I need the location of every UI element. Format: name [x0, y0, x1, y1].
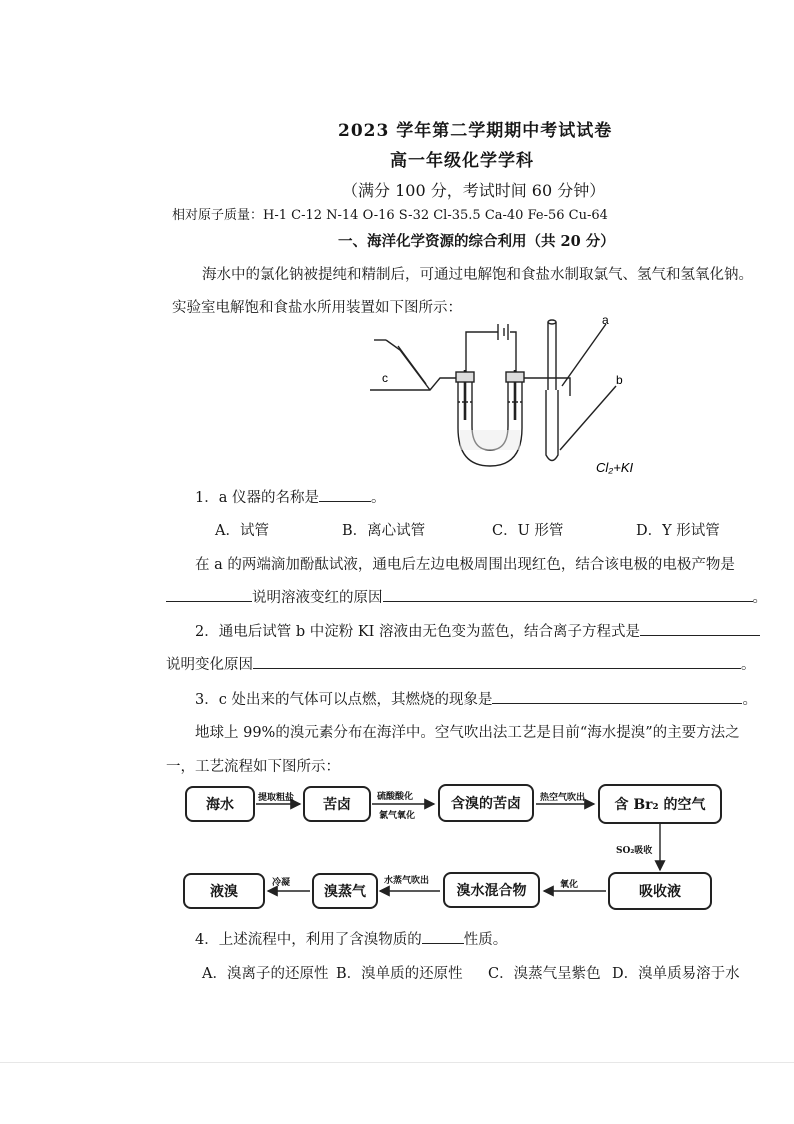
q1-followup-line-1: 在 a 的两端滴加酚酞试液，通电后左边电极周围出现红色，结合该电极的电极产物是 — [195, 557, 735, 573]
q4-answer-blank[interactable] — [422, 929, 464, 944]
q2-stem: 2．通电后试管 b 中淀粉 KI 溶液由无色变为蓝色，结合离子方程式是 — [195, 620, 760, 641]
arrow-label-extract-salt: 提取粗盐 — [258, 793, 295, 803]
exam-subtitle: 高一年级化学学科 — [390, 151, 534, 171]
q4-option-d[interactable]: D．溴单质易溶于水 — [612, 966, 740, 982]
flow-box-seawater: 海水 — [185, 786, 255, 822]
exam-title: 2023 学年第二学期期中考试试卷 — [338, 121, 613, 141]
flow-box-bittern: 苦卤 — [303, 786, 371, 822]
q1-stem: 1．a 仪器的名称是 。 — [195, 486, 385, 507]
q4-option-a[interactable]: A．溴离子的还原性 — [202, 966, 329, 982]
q2-line-2: 说明变化原因 。 — [166, 653, 756, 674]
flow-box-bromine-vapor: 溴蒸气 — [312, 873, 378, 909]
q4-option-b[interactable]: B．溴单质的还原性 — [336, 966, 463, 982]
bromine-intro-line-1: 地球上 99%的溴元素分布在海洋中。空气吹出法工艺是目前“海水提溴”的主要方法之 — [195, 725, 740, 741]
q3-stem: 3．c 处出来的气体可以点燃，其燃烧的现象是 。 — [195, 688, 757, 709]
q1-followup-line-2: 说明溶液变红的原因 。 — [166, 586, 767, 607]
arrow-label-oxidize: 氧化 — [560, 880, 579, 890]
arrow-label-acidify: 硫酸酸化 — [377, 792, 414, 802]
intro-line-2: 实验室电解饱和食盐水所用装置如下图所示： — [172, 300, 462, 316]
arrow-label-so2-absorb: SO₂吸收 — [616, 846, 653, 856]
atomic-masses: 相对原子质量：H-1 C-12 N-14 O-16 S-32 Cl-35.5 Ca-40 Fe-56 Cu-64 — [172, 208, 608, 223]
handwritten-note: Cl₂+KI — [596, 460, 634, 475]
section-heading: 一、海洋化学资源的综合利用（共 20 分） — [338, 233, 615, 250]
arrow-label-hot-air: 热空气吹出 — [540, 793, 586, 803]
label-a: a — [602, 313, 609, 327]
arrow-label-condense: 冷凝 — [272, 878, 291, 888]
q4-option-c[interactable]: C．溴蒸气呈紫色 — [488, 966, 601, 982]
bromine-intro-line-2: 一，工艺流程如下图所示： — [166, 759, 340, 775]
flow-box-bromine-water-mixture: 溴水混合物 — [443, 872, 540, 908]
q1-option-b[interactable]: B．离心试管 — [342, 523, 426, 539]
q1-option-a[interactable]: A．试管 — [215, 523, 269, 539]
label-b: b — [616, 373, 623, 387]
flow-box-absorption-liquid: 吸收液 — [608, 872, 712, 910]
label-c: c — [382, 371, 388, 385]
intro-line-1: 海水中的氯化钠被提纯和精制后，可通过电解饱和食盐水制取氯气、氢气和氢氧化钠。 — [202, 267, 753, 283]
flow-box-br2-air: 含 Br₂ 的空气 — [598, 784, 722, 824]
q1-option-c[interactable]: C．U 形管 — [492, 523, 564, 539]
q1-option-d[interactable]: D．Y 形试管 — [636, 523, 720, 539]
arrow-label-steam: 水蒸气吹出 — [384, 876, 430, 886]
flow-box-bromine-bittern: 含溴的苦卤 — [438, 784, 534, 822]
arrow-label-chlorine-oxidize: 氯气氧化 — [379, 811, 416, 821]
exam-meta: （满分 100 分，考试时间 60 分钟） — [342, 181, 606, 200]
page-bottom-divider — [0, 1062, 794, 1063]
flow-box-liquid-bromine: 液溴 — [183, 873, 265, 909]
q4-stem: 4．上述流程中，利用了含溴物质的 性质。 — [195, 928, 507, 949]
